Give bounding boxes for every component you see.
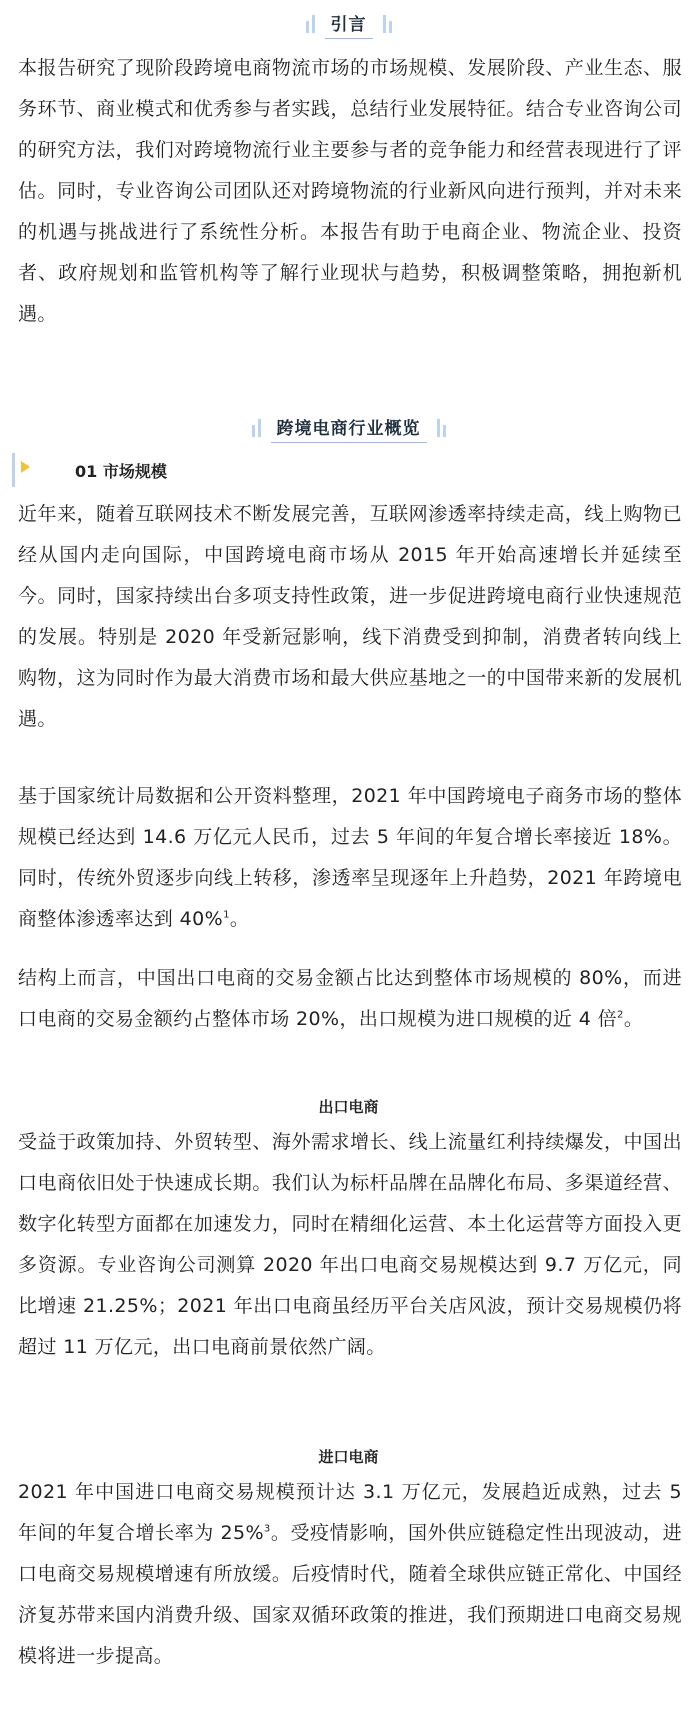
p2-end: 。 [229, 908, 250, 930]
p3-text: 结构上而言，中国出口电商的交易金额占比达到整体市场规模的 80%，而进口电商的交易金额约占整体市场 20%，出口规模为进口规模的近 4 倍 [18, 967, 682, 1030]
overview-paragraph-3 [18, 958, 682, 1040]
export-heading: 出口电商 [318, 1098, 379, 1116]
p2-text: 基于国家统计局数据和公开资料整理，2021 年中国跨境电子商务市场的整体规模已经达到 14.6 万亿元人民币，过去 5 年间的年复合增长率接近 18%。同时，传统外贸逐步向线上转移，渗透率呈现逐年上升趋势，2021 年跨境电商整体渗透率达到 40% [18, 785, 682, 930]
export-paragraph: 受益于政策加持、外贸转型、海外需求增长、线上流量红利持续爆发，中国出口电商依旧处于快速成长期。我们认为标杆品牌在品牌化布局、多渠道经营、数字化转型方面都在加速发力，同时在精细化运营、本土化运营等方面投入更多资源。专业咨询公司测算 2020 年出口电商交易规模达到 9.7 万亿元，同比增速 21.25%；2021 年出口电商虽经历平台关店风波，预计交易规模仍将超过 11 万亿元，出口电商前景依然广阔。 [18, 1131, 682, 1358]
import-rest: 。受疫情影响，国外供应链稳定性出现波动，进口电商交易规模增速有所放缓。后疫情时代，随着全球供应链正常化、中国经济复苏带来国内消费升级、国家双循环政策的推进，我们预期进口电商交易规模将进一步提高。 [18, 1522, 682, 1667]
overview-paragraph-1: 近年来，随着互联网技术不断发展完善，互联网渗透率持续走高，线上购物已经从国内走向国际，中国跨境电商市场从 2015 年开始高速增长并延续至今。同时，国家持续出台多项支持性政策，进一步促进跨境电商行业快速规范的发展。特别是 2020 年受新冠影响，线下消费受到抑制，消费者转向线上购物，这为同时作为最大消费市场和最大供应基地之一的中国带来新的发展机遇。 [18, 503, 682, 730]
footnote-ref-3[interactable]: 3 [263, 1523, 271, 1535]
overview-paragraph-2 [18, 776, 682, 940]
title-bars-right-icon [383, 15, 392, 33]
footnote-ref-1[interactable]: 1 [223, 909, 230, 921]
title-bars-right-icon [437, 419, 446, 437]
intro-section-title [0, 6, 697, 42]
import-paragraph [18, 1472, 682, 1677]
overview-section-title [0, 410, 697, 446]
title-bars-left-icon [306, 15, 315, 33]
footnote-ref-2[interactable]: 2 [617, 1009, 624, 1021]
intro-title: 引言 [325, 10, 373, 39]
import-text: 2021 年中国进口电商交易规模预计达 3.1 万亿元，发展趋近成熟，过去 5 年间的年复合增长率为 25% [18, 1481, 682, 1544]
market-size-subheading [12, 451, 612, 489]
title-bars-left-icon [252, 419, 261, 437]
subheading-text: 01 市场规模 [75, 461, 167, 481]
yellow-triangle-icon [21, 461, 30, 473]
import-heading: 进口电商 [318, 1448, 379, 1466]
overview-title: 跨境电商行业概览 [271, 414, 427, 443]
intro-paragraph: 本报告研究了现阶段跨境电商物流市场的市场规模、发展阶段、产业生态、服务环节、商业模式和优秀参与者实践，总结行业发展特征。结合专业咨询公司的研究方法，我们对跨境物流行业主要参与者的竞争能力和经营表现进行了评估。同时，专业咨询公司团队还对跨境物流的行业新风向进行预判，并对未来的机遇与挑战进行了系统性分析。本报告有助于电商企业、物流企业、投资者、政府规划和监管机构等了解行业现状与趋势，积极调整策略，拥抱新机遇。 [18, 57, 682, 325]
subheading-bar-icon [12, 453, 15, 487]
p3-end: 。 [623, 1008, 644, 1030]
